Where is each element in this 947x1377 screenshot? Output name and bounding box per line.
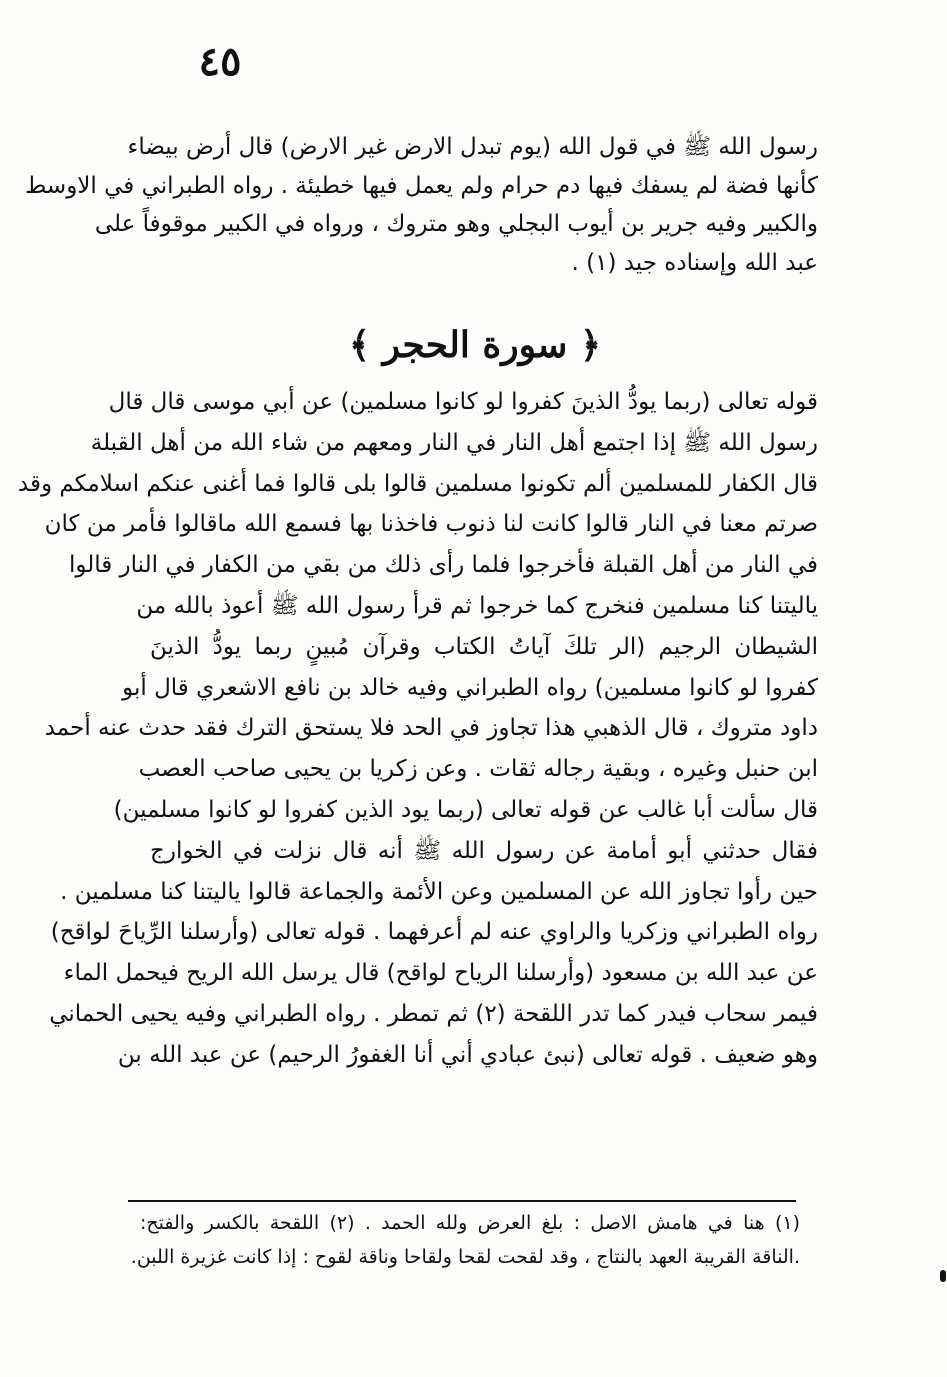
text-line: قوله تعالى (ربما يودُّ الذينَ كفروا لو كانوا مسلمين) عن أبي موسى قال قال xyxy=(108,389,818,415)
top-paragraph xyxy=(25,128,818,283)
main-paragraph xyxy=(17,382,818,1076)
text-line: رسول الله ﷺ في قول الله (يوم تبدل الارض غير الارض) قال أرض بيضاء xyxy=(127,134,818,160)
text-line: كأنها فضة لم يسفك فيها دم حرام ولم يعمل فيها خطيئة . رواه الطبراني في الاوسط xyxy=(25,172,818,199)
text-line: كفروا لو كانوا مسلمين) رواه الطبراني وفيه خالد بن نافع الاشعري قال أبو xyxy=(122,674,818,701)
text-line: رواه الطبراني وزكريا والراوي عنه لم أعرفهما . قوله تعالى (وأرسلنا الرِّياحَ لواقح) xyxy=(50,919,818,946)
text-line: ابن حنبل وغيره ، وبقية رجاله ثقات . وعن زكريا بن يحيى صاحب العصب xyxy=(138,756,818,783)
text-line: قال سألت أبا غالب عن قوله تعالى (ربما يود الذين كفروا لو كانوا مسلمين) xyxy=(113,796,818,823)
text-line: والكبير وفيه جرير بن أيوب البجلي وهو متروك ، ورواه في الكبير موقوفاً على xyxy=(94,211,818,238)
text-line: الشيطان الرجيم (الر تلكَ آياتُ الكتاب وقرآن مُبينٍ ربما يودُّ الذينَ xyxy=(150,633,818,660)
footnote-line: (١) هنا في هامش الاصل : بلغ العرض ولله الحمد . (٢) اللقحة بالكسر والفتح: xyxy=(140,1212,800,1234)
text-line: وهو ضعيف . قوله تعالى (نبئ عبادي أني أنا الغفورُ الرحيم) عن عبد الله بن xyxy=(117,1041,818,1068)
surah-title: ﴿ سورة الحجر ﴾ xyxy=(348,324,602,366)
footnote-line: .الناقة القريبة العهد بالنتاج ، وقد لقحت لقحا ولقاحا وناقة لقوح : إذا كانت غزيرة اللبن. xyxy=(130,1246,800,1268)
text-line: حين رأوا تجاوز الله عن المسلمين وعن الأئمة والجماعة قالوا ياليتنا كنا مسلمين . xyxy=(60,878,818,905)
text-line: قال الكفار للمسلمين ألم تكونوا مسلمين قالوا بلى قالوا فما أغنى عنكم اسلامكم وقد xyxy=(17,470,818,497)
footnotes xyxy=(130,1206,800,1274)
text-line: في النار من أهل القبلة فأخرجوا فلما رأى ذلك من بقي من الكفار في النار قالوا xyxy=(68,552,818,579)
text-line: فقال حدثني أبو أمامة عن رسول الله ﷺ أنه قال نزلت في الخوارج xyxy=(150,837,818,864)
text-line: عبد الله وإسناده جيد (١) . xyxy=(571,250,818,277)
text-line: عن عبد الله بن مسعود (وأرسلنا الرياح لواقح) قال يرسل الله الريح فيحمل الماء xyxy=(63,960,818,987)
scan-mark xyxy=(940,1270,946,1282)
text-line: رسول الله ﷺ إذا اجتمع أهل النار في النار ومعهم من شاء الله من أهل القبلة xyxy=(90,429,818,456)
text-line: صرتم معنا في النار قالوا كانت لنا ذنوب فاخذنا بها فسمع الله ماقالوا فأمر من كان xyxy=(44,511,818,538)
text-line: داود متروك ، قال الذهبي هذا تجاوز في الحد فلا يستحق الترك فقد حدث عنه أحمد xyxy=(44,715,818,742)
page-number: ٤٥ xyxy=(198,38,242,85)
text-line: ياليتنا كنا مسلمين فنخرج كما خرجوا ثم قرأ رسول الله ﷺ أعوذ بالله من xyxy=(136,592,818,619)
footnote-divider xyxy=(128,1200,796,1202)
text-line: فيمر سحاب فيدر كما تدر اللقحة (٢) ثم تمطر . رواه الطبراني وفيه يحيى الحماني xyxy=(49,1000,818,1027)
